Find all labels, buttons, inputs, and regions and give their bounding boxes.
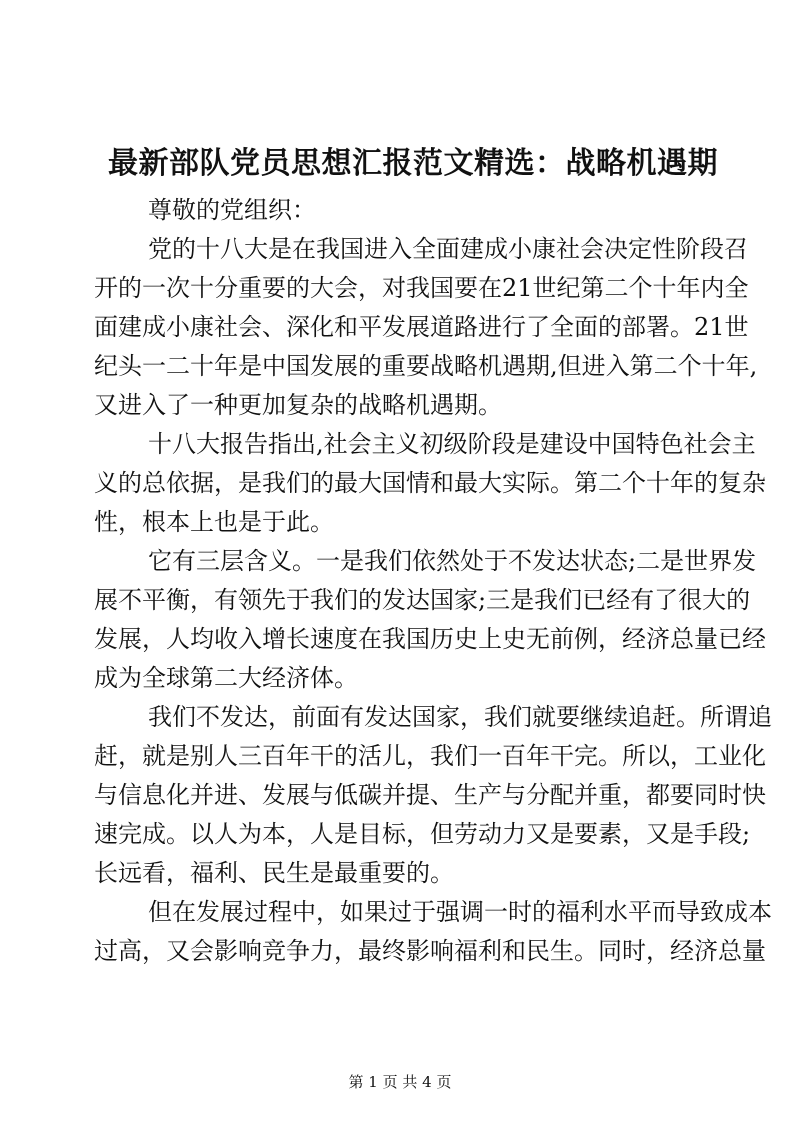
- body-line: 与信息化并进、发展与低碳并提、生产与分配并重，都要同时快: [94, 781, 766, 809]
- body-line: 但在发展过程中，如果过于强调一时的福利水平而导致成本: [148, 898, 772, 926]
- body-line: 展不平衡，有领先于我们的发达国家;三是我们已经有了很大的: [94, 586, 751, 614]
- body-line: 党的十八大是在我国进入全面建成小康社会决定性阶段召: [148, 235, 748, 263]
- body-line: 赶，就是别人三百年干的活儿，我们一百年干完。所以，工业化: [94, 742, 766, 770]
- salutation-line: 尊敬的党组织：: [148, 196, 316, 224]
- body-line: 过高，又会影响竞争力，最终影响福利和民生。同时，经济总量: [94, 937, 766, 965]
- body-line: 十八大报告指出,社会主义初级阶段是建设中国特色社会主: [148, 430, 756, 458]
- body-line: 它有三层含义。一是我们依然处于不发达状态;二是世界发: [148, 547, 757, 575]
- body-line: 义的总依据，是我们的最大国情和最大实际。第二个十年的复杂: [94, 469, 766, 497]
- body-line: 发展，人均收入增长速度在我国历史上史无前例，经济总量已经: [94, 625, 766, 653]
- body-line: 性，根本上也是于此。: [94, 508, 334, 536]
- body-line: 纪头一二十年是中国发展的重要战略机遇期,但进入第二个十年,: [94, 352, 758, 380]
- body-line: 成为全球第二大经济体。: [94, 664, 358, 692]
- body-line: 开的一次十分重要的大会，对我国要在21世纪第二个十年内全: [94, 274, 749, 302]
- body-line: 长远看，福利、民生是最重要的。: [94, 859, 454, 887]
- body-line: 又进入了一种更加复杂的战略机遇期。: [94, 391, 502, 419]
- body-line: 速完成。以人为本，人是目标，但劳动力又是要素，又是手段;: [94, 820, 751, 848]
- document-title: 最新部队党员思想汇报范文精选：战略机遇期: [108, 146, 718, 181]
- body-line: 我们不发达，前面有发达国家，我们就要继续追赶。所谓追: [148, 703, 772, 731]
- body-line: 面建成小康社会、深化和平发展道路进行了全面的部署。21世: [94, 313, 749, 341]
- page-footer: 第 1 页 共 4 页: [348, 1073, 452, 1091]
